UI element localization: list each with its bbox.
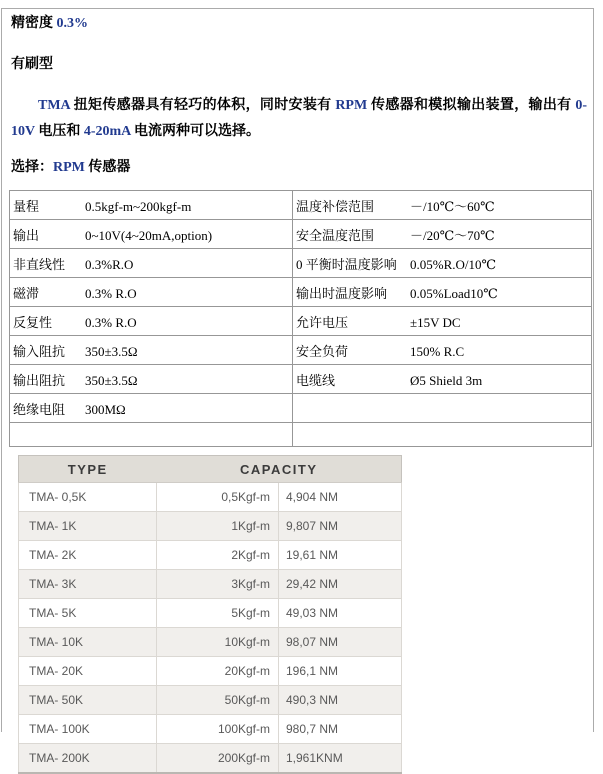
spec-cell-left (10, 249, 293, 278)
capacity-row (19, 599, 402, 628)
latin-text-segment: RPM (335, 98, 372, 113)
latin-text-segment: 0.3% (56, 16, 88, 31)
capacity-row (19, 686, 402, 715)
spec-label: 温度补偿范围 (296, 198, 375, 214)
spec-row (10, 249, 592, 278)
spec-row (10, 220, 592, 249)
capacity-nm-cell: 1,961KNM (279, 744, 402, 774)
capacity-type-cell: TMA- 200K (19, 744, 157, 774)
capacity-nm-cell: 9,807 NM (279, 512, 402, 541)
precision-line (11, 14, 587, 33)
spec-value: 350±3.5Ω (85, 343, 138, 359)
spec-value: 0.3%R.O (85, 256, 134, 272)
capacity-type-cell: TMA- 100K (19, 715, 157, 744)
spec-cell-right (293, 394, 592, 423)
spec-cell-left (10, 220, 293, 249)
spec-cell-left (10, 191, 293, 220)
cjk-text-segment: 电流两种可以选择。 (130, 124, 261, 139)
spec-label: 电缆线 (296, 372, 336, 388)
capacity-row (19, 628, 402, 657)
spec-value: ±15V DC (410, 314, 461, 330)
capacity-kgf-cell: 100Kgf-m (157, 715, 279, 744)
latin-text-segment: 0-10V (11, 98, 587, 139)
capacity-row (19, 657, 402, 686)
capacity-kgf-cell: 0,5Kgf-m (157, 483, 279, 512)
capacity-type-cell: TMA- 3K (19, 570, 157, 599)
spec-cell-right (293, 336, 592, 365)
capacity-kgf-cell: 20Kgf-m (157, 657, 279, 686)
capacity-kgf-cell: 2Kgf-m (157, 541, 279, 570)
capacity-nm-cell: 490,3 NM (279, 686, 402, 715)
capacity-type-cell: TMA- 5K (19, 599, 157, 628)
capacity-row (19, 570, 402, 599)
intro-section (2, 9, 593, 177)
document-page (1, 8, 594, 765)
spec-label: 量程 (13, 198, 40, 214)
spec-label: 输出阻抗 (13, 372, 66, 388)
cjk-text-segment: 传感器 (88, 160, 131, 175)
spec-label: 绝缘电阻 (13, 401, 66, 417)
cjk-text-segment: 精密度 (11, 16, 57, 31)
spec-row (10, 307, 592, 336)
spec-value: 0.3% R.O (85, 285, 137, 301)
capacity-kgf-cell: 1Kgf-m (157, 512, 279, 541)
spec-row (10, 365, 592, 394)
spec-label: 输出 (13, 227, 40, 243)
capacity-nm-cell: 4,904 NM (279, 483, 402, 512)
capacity-type-cell: TMA- 0,5K (19, 483, 157, 512)
spec-row (10, 336, 592, 365)
capacity-nm-cell: 29,42 NM (279, 570, 402, 599)
capacity-row (19, 715, 402, 744)
spec-label: 反复性 (13, 314, 53, 330)
latin-text-segment: TMA (38, 98, 74, 113)
spec-row (10, 278, 592, 307)
capacity-kgf-cell: 3Kgf-m (157, 570, 279, 599)
capacity-nm-cell: 196,1 NM (279, 657, 402, 686)
latin-text-segment: RPM (53, 160, 89, 175)
spec-label: 安全负荷 (296, 343, 349, 359)
spec-value: 0.05%Load10℃ (410, 285, 498, 301)
spec-label: 磁滞 (13, 285, 40, 301)
capacity-row (19, 744, 402, 774)
spec-cell-left (10, 336, 293, 365)
spec-value: 0.5kgf-m~200kgf-m (85, 198, 192, 214)
spec-value: 300MΩ (85, 401, 126, 417)
spec-cell-left (10, 423, 293, 447)
spec-label: 非直线性 (13, 256, 66, 272)
spec-value: 350±3.5Ω (85, 372, 138, 388)
capacity-type-cell: TMA- 2K (19, 541, 157, 570)
select-rpm-line (11, 158, 587, 177)
spec-label: 输入阻抗 (13, 343, 66, 359)
spec-label: 0 平衡时温度影响 (296, 256, 397, 272)
capacity-row (19, 541, 402, 570)
cjk-text-segment: 扭矩传感器具有轻巧的体积，同时安装有 (73, 98, 336, 113)
spec-row (10, 394, 592, 423)
brush-type-line (11, 55, 587, 74)
spec-cell-left (10, 394, 293, 423)
capacity-header-row (19, 456, 402, 483)
spec-table (9, 190, 592, 447)
cjk-text-segment: 传感器和模拟输出装置，输出有 (371, 98, 576, 113)
capacity-nm-cell: 980,7 NM (279, 715, 402, 744)
spec-value: 150% R.C (410, 343, 465, 359)
spec-label: 安全温度范围 (296, 227, 375, 243)
latin-text-segment: 4-20mA (83, 124, 131, 139)
capacity-kgf-cell: 5Kgf-m (157, 599, 279, 628)
spec-row (10, 191, 592, 220)
capacity-row (19, 512, 402, 541)
spec-value: 0.05%R.O/10℃ (410, 256, 497, 272)
spec-cell-right (293, 423, 592, 447)
capacity-row (19, 483, 402, 512)
capacity-type-cell: TMA- 50K (19, 686, 157, 715)
capacity-table (18, 455, 402, 774)
spec-value: 0~10V(4~20mA,option) (85, 227, 213, 243)
cjk-text-segment: 选择： (11, 160, 53, 175)
spec-cell-right (293, 191, 592, 220)
capacity-type-cell: TMA- 10K (19, 628, 157, 657)
intro-paragraph (11, 93, 587, 145)
capacity-nm-cell: 19,61 NM (279, 541, 402, 570)
spec-value: 0.3% R.O (85, 314, 137, 330)
capacity-header-capacity: CAPACITY (157, 456, 402, 483)
capacity-nm-cell: 49,03 NM (279, 599, 402, 628)
spec-cell-right (293, 365, 592, 394)
cjk-text-segment: 有刷型 (11, 57, 53, 72)
capacity-type-cell: TMA- 20K (19, 657, 157, 686)
spec-cell-left (10, 278, 293, 307)
capacity-nm-cell: 98,07 NM (279, 628, 402, 657)
capacity-kgf-cell: 200Kgf-m (157, 744, 279, 774)
spec-label: 允许电压 (296, 314, 349, 330)
capacity-type-cell: TMA- 1K (19, 512, 157, 541)
spec-label: 输出时温度影响 (296, 285, 388, 301)
capacity-kgf-cell: 10Kgf-m (157, 628, 279, 657)
capacity-header-type: TYPE (19, 456, 157, 483)
capacity-kgf-cell: 50Kgf-m (157, 686, 279, 715)
cjk-text-segment: 电压和 (34, 124, 84, 139)
spec-cell-left (10, 307, 293, 336)
spec-cell-right (293, 278, 592, 307)
spec-cell-right (293, 220, 592, 249)
spec-value: －/20℃～70℃ (410, 227, 495, 243)
spec-value: Ø5 Shield 3m (410, 372, 483, 388)
spec-value: －/10℃～60℃ (410, 198, 495, 214)
spec-cell-left (10, 365, 293, 394)
spec-cell-right (293, 249, 592, 278)
spec-cell-right (293, 307, 592, 336)
spec-row (10, 423, 592, 447)
